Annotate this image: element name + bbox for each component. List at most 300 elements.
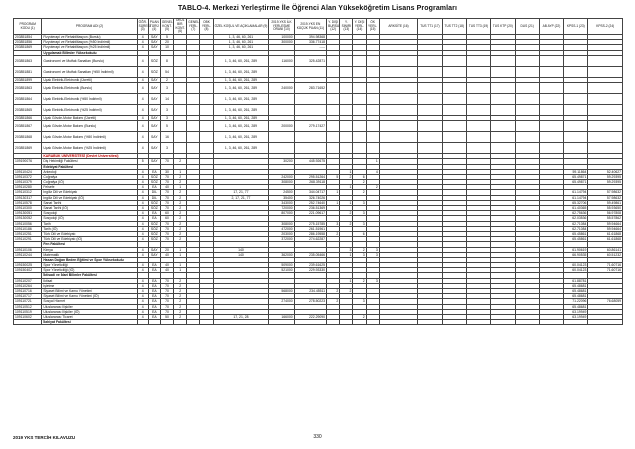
table-cell: 308000 <box>269 221 294 226</box>
table-cell: 50 <box>160 314 173 319</box>
table-cell <box>269 320 294 325</box>
table-cell <box>327 143 340 154</box>
table-cell: 236.51369 <box>294 206 326 211</box>
table-cell: Uçak Gövde-Motor Bakımı (%50 İndirimli) <box>42 132 137 143</box>
table-cell <box>418 66 442 77</box>
table-cell <box>187 320 200 325</box>
column-header: ÖZEL KOŞUL VE AÇIKLAMALAR (9) <box>213 19 269 35</box>
table-cell: 109110721 <box>14 299 42 304</box>
table-cell <box>588 132 623 143</box>
table-cell: 203851881 <box>14 66 42 77</box>
table-row <box>14 93 623 104</box>
table-cell <box>442 55 466 66</box>
table-cell: 16 <box>160 132 173 143</box>
table-cell <box>442 320 466 325</box>
table-cell: 65.45861 <box>564 237 588 242</box>
table-cell <box>340 132 353 143</box>
table-cell <box>466 93 490 104</box>
column-header: ÖĞR. SÜRESİ (3) <box>137 19 148 35</box>
table-cell: 203851869 <box>14 45 42 50</box>
table-row <box>14 55 623 66</box>
table-cell <box>491 320 515 325</box>
table-cell: 61.40365 <box>564 206 588 211</box>
table-cell: 4 <box>137 268 148 273</box>
table-cell: 24500 <box>269 190 294 195</box>
table-cell: Diş Hekimliği Fakültesi <box>42 159 137 164</box>
table-cell: EA <box>148 216 160 221</box>
table-cell: 268.39118 <box>294 180 326 185</box>
table-cell <box>564 55 588 66</box>
table-cell: İşletme <box>42 283 137 288</box>
column-header: TUS TT2 (18) <box>442 19 466 35</box>
table-cell: 3 <box>353 200 366 205</box>
table-cell <box>466 55 490 66</box>
table-cell: SAY <box>148 247 160 252</box>
table-cell: 308000 <box>269 180 294 185</box>
table-cell <box>515 132 539 143</box>
table-cell <box>187 121 200 132</box>
table-cell: 2 <box>353 247 366 252</box>
table-cell: 65.48681 <box>564 289 588 294</box>
programs-table-wrapper <box>13 18 623 325</box>
table-cell: 65.32706 <box>564 200 588 205</box>
table-cell <box>269 93 294 104</box>
table-cell: Gastronomi ve Mutfak Sanatları (Burslu) <box>42 55 137 66</box>
table-cell: Gastronomi ve Mutfak Sanatları (%50 İndirimli) <box>42 66 137 77</box>
table-cell: Sanat Tarihi <box>42 200 137 205</box>
table-cell: Uçak Elektrik-Elektronik (Ücretli) <box>42 77 137 82</box>
footer-guide-name: 2019 YKS TERCİH KILAVUZU <box>13 435 76 440</box>
table-cell: 109110244 <box>14 252 42 257</box>
table-cell: Uçak Elektrik-Elektronik (%50 İndirimli) <box>42 93 137 104</box>
column-header: 2019-YKS İLK YERLEŞME ORANI (10) <box>269 19 294 35</box>
table-cell: 3 <box>353 252 366 257</box>
table-cell: Siyaset Bilimi ve Kamu Yönetimi <box>42 289 137 294</box>
table-cell: 3 <box>160 104 173 115</box>
table-cell: 65.48681 <box>564 304 588 309</box>
table-cell <box>379 93 418 104</box>
table-cell: 2 <box>174 180 187 185</box>
table-cell: Edebiyat Fakültesi <box>42 164 137 169</box>
table-cell: 70 <box>160 289 173 294</box>
table-cell <box>366 121 379 132</box>
table-cell: 372000 <box>269 237 294 242</box>
table-cell: SÖZ <box>148 231 160 236</box>
column-header: TUS TT3 (19) <box>466 19 490 35</box>
table-cell: 70 <box>160 304 173 309</box>
table-cell: 203851864 <box>14 93 42 104</box>
table-cell: 70 <box>160 237 173 242</box>
table-cell: 1 <box>327 200 340 205</box>
table-cell: 6 <box>353 231 366 236</box>
table-cell: 55.93650 <box>588 206 623 211</box>
table-cell: 2 <box>174 304 187 309</box>
table-cell <box>491 132 515 143</box>
table-cell <box>174 104 187 115</box>
table-cell <box>353 320 366 325</box>
table-body <box>14 35 623 325</box>
table-cell <box>442 132 466 143</box>
table-cell: 2 <box>174 314 187 319</box>
table-cell <box>418 320 442 325</box>
table-cell: ----- <box>294 45 326 50</box>
table-cell <box>539 93 563 104</box>
table-cell: 1 <box>174 185 187 190</box>
table-cell: 4 <box>137 278 148 283</box>
column-header: OKUL BİR. KONT. (6) <box>175 18 185 34</box>
table-cell <box>187 143 200 154</box>
table-cell: SAY <box>148 121 160 132</box>
table-cell: 20 <box>160 247 173 252</box>
table-cell: 1 <box>174 169 187 174</box>
table-cell: 61.61868 <box>588 231 623 236</box>
table-cell: 40 <box>160 185 173 190</box>
table-cell <box>340 82 353 93</box>
table-cell: 70 <box>160 221 173 226</box>
table-cell: 63.19949 <box>564 309 588 314</box>
table-cell: 4 <box>137 237 148 242</box>
table-cell: 2, 17, 21, 77 <box>213 195 269 200</box>
table-cell: Fizyoterapi ve Rehabilitasyon (Burslu) <box>42 35 137 40</box>
table-cell <box>327 121 340 132</box>
table-cell: SÖZ <box>148 226 160 231</box>
table-cell <box>588 143 623 154</box>
table-cell: 325.42871 <box>294 55 326 66</box>
table-cell: EA <box>148 278 160 283</box>
table-cell <box>294 320 326 325</box>
table-cell: 10 <box>160 45 173 50</box>
table-cell: 221.09617 <box>294 211 326 216</box>
table-cell <box>294 132 326 143</box>
table-cell: 4 <box>137 206 148 211</box>
column-header: PROGRAM KODU (1) <box>14 19 42 35</box>
table-cell: 509000 <box>269 263 294 268</box>
table-cell: 109130051 <box>14 211 42 216</box>
table-cell <box>353 66 366 77</box>
table-cell <box>174 93 187 104</box>
table-cell: 203851863 <box>14 82 42 93</box>
table-cell: Fen Fakültesi <box>42 242 137 247</box>
table-cell: SÖZ <box>148 174 160 179</box>
table-cell: 283.71652 <box>294 82 326 93</box>
table-cell: Uluslararası Ticaret <box>42 314 137 319</box>
table-cell: 4 <box>137 180 148 185</box>
table-cell <box>340 66 353 77</box>
table-cell <box>379 132 418 143</box>
table-cell: 70 <box>160 231 173 236</box>
table-cell <box>269 104 294 115</box>
table-cell: 109110291 <box>14 237 42 242</box>
table-cell <box>466 104 490 115</box>
table-cell: 166000 <box>269 314 294 319</box>
table-cell <box>174 132 187 143</box>
table-cell: İlahiyat Fakültesi <box>42 320 137 325</box>
table-cell: 343000 <box>269 200 294 205</box>
table-cell: 54 <box>160 66 173 77</box>
table-cell: SAY <box>148 104 160 115</box>
table-cell: 1 <box>174 268 187 273</box>
table-cell: SAY <box>148 45 160 50</box>
table-cell <box>353 82 366 93</box>
table-cell <box>515 82 539 93</box>
table-cell: 3 <box>366 252 379 257</box>
table-cell: EA <box>148 185 160 190</box>
table-cell <box>294 93 326 104</box>
table-cell: Sosyal Hizmet <box>42 299 137 304</box>
column-header: GENEL KONT. (5) <box>160 19 173 35</box>
table-cell: 4 <box>137 121 148 132</box>
table-cell <box>327 104 340 115</box>
table-cell <box>174 143 187 154</box>
table-cell <box>491 66 515 77</box>
table-cell: 4 <box>137 77 148 82</box>
table-cell: 70 <box>160 206 173 211</box>
table-cell <box>491 93 515 104</box>
table-cell <box>442 104 466 115</box>
table-cell: 222.29090 <box>294 314 326 319</box>
table-cell: 109110300 <box>14 206 42 211</box>
table-cell <box>442 82 466 93</box>
table-cell <box>379 55 418 66</box>
table-cell: 5 <box>160 121 173 132</box>
table-cell: 61.14794 <box>564 195 588 200</box>
table-cell <box>466 320 490 325</box>
column-header: 2019-YKS EN KÜÇÜK PUAN (11) <box>294 19 326 35</box>
table-cell <box>491 55 515 66</box>
table-cell: 2 <box>160 77 173 82</box>
table-cell <box>515 55 539 66</box>
table-cell: Coğrafya <box>42 174 137 179</box>
table-cell: 1, 3, 46, 60, 261, 289 <box>213 77 269 82</box>
table-cell: 279.17427 <box>294 121 326 132</box>
table-cell: 3 <box>160 82 173 93</box>
table-cell <box>418 104 442 115</box>
table-cell: 59.29395 <box>588 174 623 179</box>
table-cell <box>442 93 466 104</box>
table-cell: 1, 3, 46, 60, 261, 289 <box>213 93 269 104</box>
table-cell: Uçak Gövde-Motor Bakımı (Ücretli) <box>42 115 137 120</box>
table-cell <box>539 55 563 66</box>
table-cell <box>340 143 353 154</box>
table-cell: EA <box>148 283 160 288</box>
table-cell: 4 <box>137 263 148 268</box>
table-cell: 70 <box>160 283 173 288</box>
table-cell <box>515 121 539 132</box>
table-cell <box>442 66 466 77</box>
column-header: GENEL YERL. (7) <box>187 19 200 35</box>
table-cell: 62.71084 <box>564 226 588 231</box>
faculty-section-row <box>14 320 623 325</box>
table-cell: 4 <box>137 82 148 93</box>
table-cell: SÖZ <box>148 221 160 226</box>
table-cell: EA <box>148 211 160 216</box>
table-cell: 1, 3, 46, 60, 261 <box>213 35 269 40</box>
table-cell <box>379 66 418 77</box>
table-cell: 109110056 <box>14 221 42 226</box>
table-cell: 2 <box>340 221 353 226</box>
table-cell: EA <box>148 169 160 174</box>
table-cell <box>442 121 466 132</box>
column-header: ARKSİTE (16) <box>379 19 418 35</box>
footer-page-number: 330 <box>313 434 322 440</box>
table-cell: Fizyoterapi ve Rehabilitasyon (%25 İndirimli) <box>42 45 137 50</box>
table-cell: SAY <box>148 35 160 40</box>
table-cell: 252.74640 <box>294 200 326 205</box>
table-cell: 4 <box>137 185 148 190</box>
table-cell <box>160 320 173 325</box>
table-cell: 394.98368 <box>294 35 326 40</box>
table-cell: Türk Dili ve Edebiyatı (İÖ) <box>42 237 137 242</box>
table-cell: 1, 3, 46, 60, 261, 289 <box>213 115 269 120</box>
column-header: AB AYP (22) <box>539 19 563 35</box>
table-cell <box>539 320 563 325</box>
table-cell: 2 <box>353 190 366 195</box>
table-cell <box>187 82 200 93</box>
table-cell: İngiliz Dili ve Edebiyatı (İÖ) <box>42 195 137 200</box>
table-cell: Sosyoloji (İÖ) <box>42 216 137 221</box>
table-cell: 4 <box>137 104 148 115</box>
table-cell: 2 <box>174 309 187 314</box>
table-cell: 2 <box>327 299 340 304</box>
table-cell: Siyaset Bilimi ve Kamu Yönetimi (İÖ) <box>42 294 137 299</box>
table-cell <box>588 55 623 66</box>
table-cell: 2 <box>353 180 366 185</box>
table-cell: 70 <box>160 174 173 179</box>
table-cell: 6 <box>353 174 366 179</box>
table-cell: 109190076 <box>14 159 42 164</box>
table-cell: 59.29395 <box>588 180 623 185</box>
table-cell: 40 <box>160 252 173 257</box>
table-cell: 2 <box>174 283 187 288</box>
table-cell: 2 <box>174 200 187 205</box>
table-cell <box>564 132 588 143</box>
table-cell: Sosyoloji <box>42 211 137 216</box>
table-cell: SÖZ <box>148 55 160 66</box>
table-cell <box>174 55 187 66</box>
table-cell: 1, 3, 46, 60, 261 <box>213 45 269 50</box>
table-cell: 2 <box>340 211 353 216</box>
table-cell: 60 <box>160 211 173 216</box>
table-cell: SÖZ <box>148 66 160 77</box>
table-cell <box>200 320 213 325</box>
table-cell: 326.74026 <box>294 195 326 200</box>
table-cell: 70 <box>160 180 173 185</box>
table-cell: 65.49871 <box>564 174 588 179</box>
table-cell: 203851856 <box>14 40 42 45</box>
table-cell: 300000 <box>269 40 294 45</box>
table-cell: 109110424 <box>14 169 42 174</box>
table-title: TABLO-4. Merkezi Yerleştirme İle Öğrenci Alan Yükseköğretim Lisans Programları <box>177 5 458 12</box>
table-cell: 60 <box>160 216 173 221</box>
table-cell: Türk Dili ve Edebiyatı <box>42 231 137 236</box>
table-cell: 66.90535 <box>564 252 588 257</box>
table-cell <box>564 93 588 104</box>
table-cell: Spor Yöneticiliği (İÖ) <box>42 268 137 273</box>
table-cell: 720000 <box>269 206 294 211</box>
table-row <box>14 143 623 154</box>
table-cell: 3 <box>353 299 366 304</box>
table-cell: 1 <box>340 169 353 174</box>
table-cell: 240000 <box>269 82 294 93</box>
table-cell: 1, 3, 46, 60, 261, 289 <box>213 66 269 77</box>
table-cell: 1 <box>174 263 187 268</box>
table-cell: 60.04123 <box>564 263 588 268</box>
table-cell: 4 <box>137 299 148 304</box>
table-cell: 109150402 <box>14 268 42 273</box>
table-cell: 4 <box>137 226 148 231</box>
table-cell <box>588 82 623 93</box>
table-cell <box>269 143 294 154</box>
table-cell: 60.04123 <box>564 268 588 273</box>
table-cell: Hasan Doğan Beden Eğitimi ve Spor Yüksekokulu <box>42 257 137 262</box>
table-cell: 203851854 <box>14 35 42 40</box>
table-cell: 4 <box>137 35 148 40</box>
table-cell: 109110207 <box>14 278 42 283</box>
table-cell: 59.94664 <box>588 221 623 226</box>
table-cell: 59.11864 <box>564 169 588 174</box>
table-cell: 59.49861 <box>588 200 623 205</box>
table-cell: 2 <box>327 231 340 236</box>
column-header: Y. SINIRI (13) <box>340 19 353 35</box>
table-cell: 4 <box>137 216 148 221</box>
table-cell: İktisat <box>42 278 137 283</box>
table-cell: Uçak Elektrik-Elektronik (%25 İndirimli) <box>42 104 137 115</box>
table-cell: 242000 <box>269 174 294 179</box>
table-cell: SAY <box>148 82 160 93</box>
table-cell: 2 <box>174 237 187 242</box>
programs-table <box>13 18 623 325</box>
table-cell <box>366 66 379 77</box>
table-cell <box>379 82 418 93</box>
table-cell: 568000 <box>269 289 294 294</box>
table-cell: 2 <box>174 289 187 294</box>
table-cell: 61.90619 <box>564 247 588 252</box>
table-cell: 3 <box>353 211 366 216</box>
table-cell: EA <box>148 304 160 309</box>
table-cell: 3 <box>160 143 173 154</box>
table-cell: Tarih <box>42 221 137 226</box>
table-cell <box>539 82 563 93</box>
table-cell: SAY <box>148 115 160 120</box>
table-cell: EA <box>148 314 160 319</box>
table-cell: SÖZ <box>148 180 160 185</box>
table-cell: İktisadi ve İdari Bilimler Fakültesi <box>42 273 137 278</box>
table-row <box>14 104 623 115</box>
table-cell: Felsefe <box>42 185 137 190</box>
table-cell: Arkeoloji <box>42 169 137 174</box>
table-cell: 17, 21, 77 <box>213 190 269 195</box>
table-cell: 1 <box>340 252 353 257</box>
table-row <box>14 121 623 132</box>
table-cell: 1, 3, 46, 60, 261, 289 <box>213 132 269 143</box>
table-cell <box>174 121 187 132</box>
table-cell: Matematik <box>42 252 137 257</box>
column-header: TUS TT1 (17) <box>418 19 442 35</box>
table-cell <box>174 82 187 93</box>
table-cell: SÖZ <box>148 206 160 211</box>
table-cell <box>366 93 379 104</box>
table-cell: Uçak Elektrik-Elektronik (Burslu) <box>42 82 137 93</box>
table-cell: 30200 <box>269 159 294 164</box>
table-cell <box>491 104 515 115</box>
table-cell: 116000 <box>269 55 294 66</box>
table-cell: 2 <box>174 206 187 211</box>
table-cell: 2 <box>174 216 187 221</box>
table-cell: 109110602 <box>14 314 42 319</box>
table-cell <box>200 55 213 66</box>
table-cell: 35400 <box>269 195 294 200</box>
column-header: PUAN TÜRÜ (4) <box>148 19 160 35</box>
